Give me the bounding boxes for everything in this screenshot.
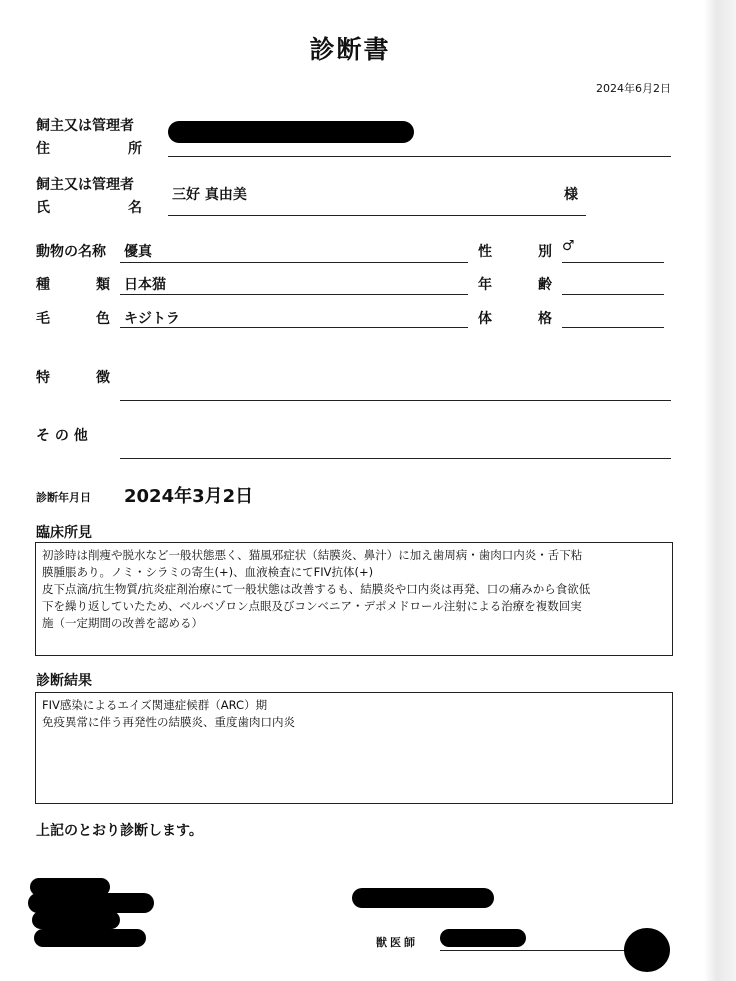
redacted-clinic-line — [32, 911, 120, 929]
closing-statement: 上記のとおり診断します。 — [36, 823, 203, 839]
other-underline — [120, 458, 671, 459]
other-label: そ の 他 — [36, 428, 88, 444]
owner-name-underline — [168, 215, 586, 216]
diagnosis-result-label: 診断結果 — [36, 673, 92, 689]
age-label-b: 齢 — [538, 277, 552, 293]
clinical-findings-label: 臨床所見 — [36, 525, 92, 541]
features-label-b: 徴 — [96, 370, 110, 386]
build-label-a: 体 — [478, 311, 492, 327]
coat-label-b: 色 — [96, 311, 110, 327]
owner-name-value: 三好 真由美 — [172, 187, 247, 203]
redacted-clinic-name — [352, 888, 494, 908]
type-label-b: 類 — [96, 277, 110, 293]
diagnosis-date-label: 診断年月日 — [36, 491, 91, 504]
diagnosis-result-box — [35, 692, 673, 804]
coat-label-a: 毛 — [36, 311, 50, 327]
redacted-clinic-line — [34, 929, 146, 947]
animal-name-label: 動物の名称 — [36, 244, 106, 260]
clinical-line: 施（一定期間の改善を認める） — [42, 616, 203, 630]
redacted-clinic-line — [28, 893, 154, 913]
sex-label-a: 性 — [478, 244, 492, 260]
build-label-b: 格 — [538, 311, 552, 327]
clinical-findings-box — [35, 542, 673, 656]
type-value: 日本猫 — [124, 277, 166, 293]
owner-address-label-b: 所 — [128, 141, 142, 157]
sex-value: ♂ — [562, 238, 575, 254]
page-edge — [704, 0, 736, 981]
sex-underline — [562, 262, 664, 263]
issue-date: 2024年6月2日 — [596, 82, 671, 95]
clinical-line: 下を繰り返していたため、ベルベゾロン点眼及びコンベニア・デポメドロール注射による治療を複数回実 — [42, 599, 582, 613]
owner-name-label-a: 氏 — [36, 200, 50, 216]
redacted-seal — [624, 928, 670, 972]
features-label-a: 特 — [36, 370, 50, 386]
owner-address-label-a: 住 — [36, 141, 50, 157]
owner-name-label-b: 名 — [128, 200, 142, 216]
clinical-line: 初診時は削痩や脱水など一般状態悪く、猫風邪症状（結膜炎、鼻汁）に加え歯周病・歯肉口内炎・舌下粘 — [42, 548, 583, 562]
honorific: 様 — [564, 187, 578, 203]
result-line: 免疫異常に伴う再発性の結膜炎、重度歯肉口内炎 — [42, 715, 295, 729]
type-underline — [120, 294, 468, 295]
address-underline — [168, 156, 671, 157]
coat-underline — [120, 327, 468, 328]
diagnosis-date-value: 2024年3月2日 — [124, 486, 254, 507]
animal-name-underline — [120, 262, 468, 263]
features-underline — [120, 400, 671, 401]
age-underline — [562, 294, 664, 295]
redacted-address — [168, 121, 414, 143]
build-underline — [562, 327, 664, 328]
result-line: FIV感染によるエイズ関連症候群（ARC）期 — [42, 698, 268, 712]
type-label-a: 種 — [36, 277, 50, 293]
age-label-a: 年 — [478, 277, 492, 293]
redacted-vet-name — [440, 929, 526, 947]
vet-label: 獣医師 — [376, 936, 418, 949]
sex-label-b: 別 — [538, 244, 552, 260]
coat-value: キジトラ — [124, 311, 180, 327]
owner-address-label-line1: 飼主又は管理者 — [36, 118, 134, 134]
clinical-line: 皮下点滴/抗生物質/抗炎症剤治療にて一般状態は改善するも、結膜炎や口内炎は再発、口の痛みから食欲低 — [42, 582, 591, 596]
animal-name-value: 優真 — [124, 244, 152, 260]
document-title: 診断書 — [309, 35, 391, 64]
clinical-line: 膜腫脹あり。ノミ・シラミの寄生(+)、血液検査にてFIV抗体(+) — [42, 565, 374, 579]
owner-name-label-line1: 飼主又は管理者 — [36, 177, 134, 193]
